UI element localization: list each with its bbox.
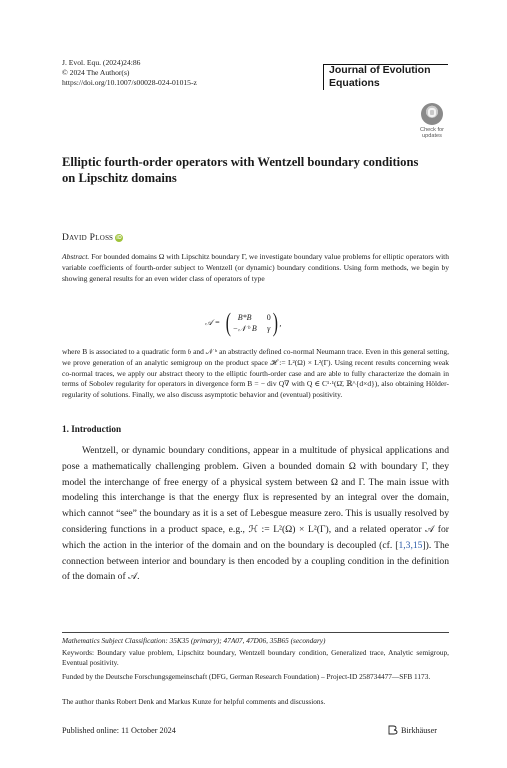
citation: J. Evol. Equ. (2024)24:86 [62, 58, 141, 67]
publisher-logo-icon [388, 725, 398, 735]
intro-text: Wentzell, or dynamic boundary conditions, appear in a multitude of physical applications and pose a mathematically challenging problem. Given a bounded domain Ω with boundary Γ, they model the interchange of free energy of a physical system between Ω and Γ. The main issue with modeling this interchange is that the energy flux is represented by an integral over the domain, which cannot “see” the boundary as it is a set of Lebesgue measure zero. This is usually resolved by considering functions in a product space, e.g., ℋ := L²(Ω) × L²(Γ), and a related operator 𝒜 for which the action in the interior of the domain and on the boundary is decoupled (cf. [ [62, 445, 449, 551]
formula-end: , [279, 318, 282, 328]
keywords: Keywords: Boundary value problem, Lipschitz boundary, Wentzell boundary condition, Generalized trace, Analytic semigroup, Eventual positivity. [62, 648, 449, 668]
intro-text-end: ]). The connection between interior and boundary is then encoded by a coupling condition in the definition of the domain of 𝒜. [62, 539, 449, 583]
matrix-entry-12: 0 [266, 312, 271, 322]
check-for-updates-icon [421, 103, 443, 125]
journal-name-line2: Equations [329, 77, 380, 89]
operator-matrix [233, 313, 271, 334]
copyright: © 2024 The Author(s) [62, 68, 130, 78]
author-name[interactable]: David Ploß [62, 233, 114, 243]
abstract-part-1 [62, 252, 449, 284]
abstract-text-1: For bounded domains Ω with Lipschitz boundary Γ, we investigate boundary value problems for elliptic operators with variable coefficients of fourth-order subject to Wentzell (or dynamic) boundary conditions. Using form methods, we begin by showing general results for an even wider class of operators of type [62, 252, 449, 283]
footnote-rule [62, 632, 449, 633]
orcid-icon[interactable]: iD [116, 235, 123, 241]
right-paren: ) [272, 308, 278, 337]
journal-name-line1: Journal of Evolution [329, 64, 431, 76]
matrix-entry-22: γ [267, 323, 271, 333]
citation-link[interactable]: 1,3,15 [398, 539, 423, 551]
doi-link[interactable]: https://doi.org/10.1007/s00028-024-01015-z [62, 78, 197, 88]
left-paren: ( [225, 308, 231, 337]
introduction-paragraph [62, 443, 449, 585]
formula-lhs: 𝒜 = [205, 318, 220, 327]
acknowledgement: The author thanks Robert Denk and Markus Kunze for helpful comments and discussions. [62, 697, 326, 706]
operator-formula [205, 310, 281, 336]
author [62, 233, 123, 243]
publisher [388, 725, 437, 735]
published-date: Published online: 11 October 2024 [62, 726, 176, 735]
check-for-updates-badge[interactable] [414, 103, 450, 140]
msc-classification: Mathematics Subject Classification: 35K35 (primary); 47A07, 47D06, 35B65 (secondary) [62, 636, 326, 645]
check-label-1: Check for [420, 127, 444, 133]
article-metadata [62, 58, 197, 89]
journal-name [323, 64, 459, 90]
publisher-name: Birkhäuser [401, 725, 437, 735]
check-label-2: updates [422, 133, 442, 140]
matrix-entry-21: −𝒩 ᵇ B [232, 323, 257, 333]
paper-title [62, 154, 457, 186]
abstract-label: Abstract. [62, 252, 90, 261]
matrix-entry-11: B*B [237, 312, 252, 322]
funding-note: Funded by the Deutsche Forschungsgemeinschaft (DFG, German Research Foundation) – Project-ID 258734477—SFB 1173. [62, 672, 431, 681]
abstract-part-2: where B is associated to a quadratic form 𝔟 and 𝒩 ᵇ an abstractly defined co-normal Neumann trace. Even in this general setting, we prove generation of an analytic semigroup on the product space ℋ := L²(Ω) × L²(Γ). Using recent results concerning weak co-normal traces, we apply our abstract theory to the elliptic fourth-order case and are able to fully characterize the domain in terms of Sobolev regularity for operators in divergence form B = − div Q∇ with Q ∈ C¹·¹(Ω̄, ℝ^{d×d}), also obtaining Hölder-regularity of solutions. Finally, we also discuss asymptotic behavior and (eventual) positivity. [62, 347, 449, 400]
title-line-2: on Lipschitz domains [62, 171, 177, 185]
section-heading: 1. Introduction [62, 424, 122, 434]
title-line-1: Elliptic fourth-order operators with Wentzell boundary conditions [62, 155, 419, 169]
